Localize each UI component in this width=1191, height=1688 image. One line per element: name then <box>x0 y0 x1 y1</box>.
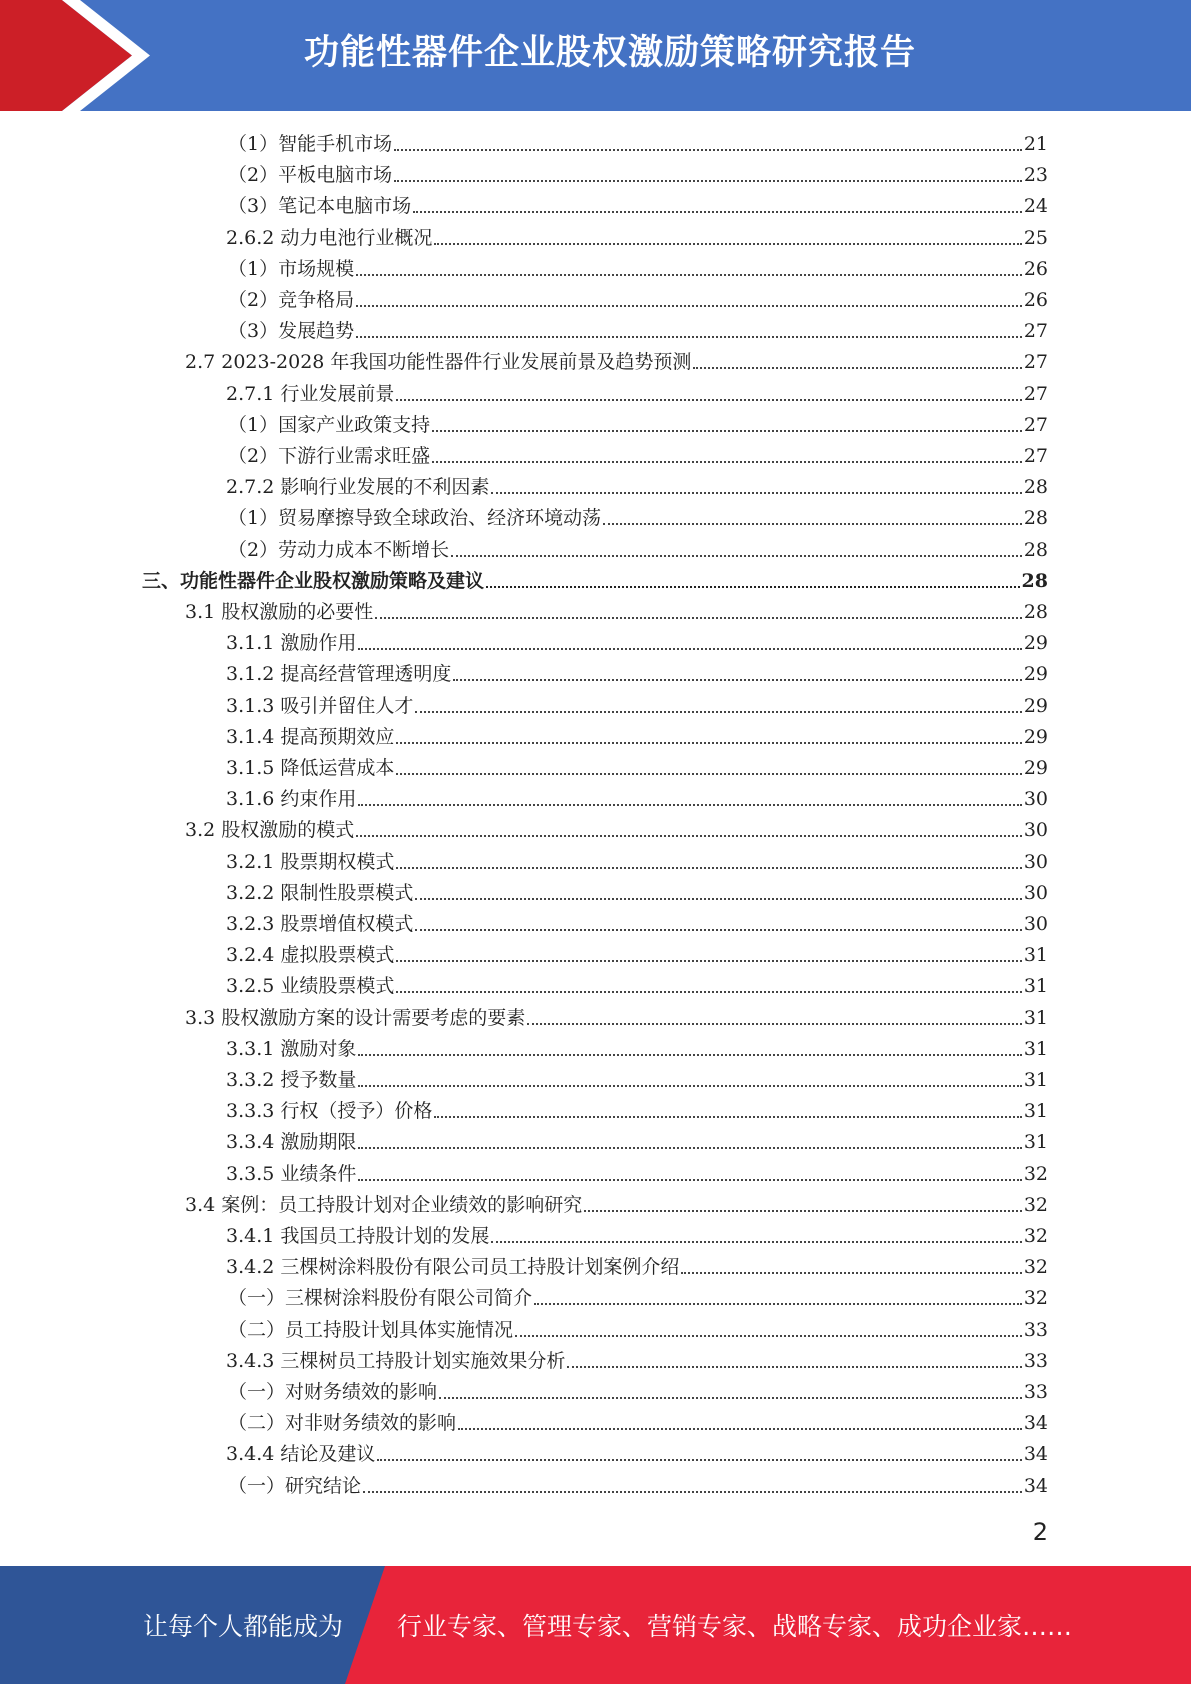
toc-entry-title: 3.3.5 业绩条件 <box>226 1162 357 1185</box>
toc-entry[interactable] <box>226 656 1048 687</box>
toc-entry-title: 3.2.3 股票增值权模式 <box>226 913 414 935</box>
toc-entry-page: 31 <box>1023 944 1048 967</box>
toc-dot-leader <box>396 742 1021 744</box>
toc-dot-leader <box>358 1179 1021 1181</box>
page-number: 2 <box>1032 1518 1048 1546</box>
toc-dot-leader <box>415 929 1021 931</box>
toc-entry[interactable] <box>185 594 1048 625</box>
toc-dot-leader <box>363 1491 1022 1493</box>
toc-entry-title: （1）市场规模 <box>228 257 355 280</box>
toc-entry[interactable] <box>226 376 1048 407</box>
toc-entry-page: 31 <box>1023 975 1048 998</box>
toc-entry-page: 29 <box>1023 663 1048 686</box>
toc-entry-title: 3.1 股权激励的必要性 <box>185 601 374 623</box>
toc-entry-page: 27 <box>1023 445 1048 467</box>
toc-entry[interactable] <box>226 469 1048 500</box>
toc-entry-title: 3.4.2 三棵树涂料股份有限公司员工持股计划案例介绍 <box>226 1256 680 1279</box>
toc-dot-leader <box>396 991 1021 993</box>
toc-entry-page: 29 <box>1023 725 1048 748</box>
toc-entry-title: 2.7.1 行业发展前景 <box>226 382 395 405</box>
toc-entry-page: 21 <box>1023 133 1048 155</box>
toc-dot-leader <box>453 679 1021 681</box>
toc-entry[interactable] <box>226 220 1048 251</box>
toc-dot-leader <box>396 960 1021 962</box>
toc-dot-leader <box>693 367 1021 369</box>
toc-entry[interactable] <box>226 1249 1048 1280</box>
toc-entry-page: 26 <box>1023 257 1048 280</box>
toc-entry[interactable] <box>228 126 1048 157</box>
toc-entry-page: 29 <box>1023 694 1048 717</box>
toc-dot-leader <box>394 149 1022 151</box>
toc-entry[interactable] <box>226 1218 1048 1249</box>
toc-entry-page: 28 <box>1021 569 1048 592</box>
toc-entry-title: 3.1.1 激励作用 <box>226 632 357 655</box>
page-footer-band <box>0 1566 1191 1684</box>
toc-entry-title: 2.6.2 动力电池行业概况 <box>226 226 433 249</box>
toc-entry[interactable] <box>226 750 1048 781</box>
toc-entry[interactable] <box>226 1124 1048 1155</box>
toc-entry-page: 30 <box>1023 913 1048 935</box>
toc-dot-leader <box>534 1303 1022 1305</box>
toc-entry-page: 30 <box>1023 881 1048 904</box>
toc-entry-page: 28 <box>1023 601 1048 623</box>
toc-entry-page: 34 <box>1023 1443 1048 1466</box>
toc-dot-leader <box>567 1366 1021 1368</box>
toc-dot-leader <box>356 835 1022 837</box>
toc-entry-title: 3.2.2 限制性股票模式 <box>226 881 414 904</box>
toc-entry-title: 3.1.3 吸引并留住人才 <box>226 694 414 717</box>
toc-entry[interactable] <box>228 1468 1048 1499</box>
toc-dot-leader <box>356 336 1022 338</box>
toc-entry-page: 32 <box>1023 1193 1048 1216</box>
toc-entry-title: （1）国家产业政策支持 <box>228 413 431 436</box>
toc-entry-page: 30 <box>1023 788 1048 811</box>
toc-entry-page: 29 <box>1023 757 1048 779</box>
toc-entry-page: 23 <box>1023 164 1048 187</box>
toc-dot-leader <box>584 1210 1022 1212</box>
toc-entry[interactable] <box>226 719 1048 750</box>
toc-entry-title: 3.1.6 约束作用 <box>226 788 357 811</box>
toc-entry-title: （二）员工持股计划具体实施情况 <box>228 1318 514 1341</box>
toc-entry-title: （一）三棵树涂料股份有限公司简介 <box>228 1287 533 1310</box>
toc-entry-page: 27 <box>1023 320 1048 343</box>
toc-entry[interactable] <box>228 1405 1048 1436</box>
toc-entry-title: 三、功能性器件企业股权激励策略及建议 <box>142 569 485 592</box>
toc-entry-page: 25 <box>1023 226 1048 249</box>
toc-entry-page: 30 <box>1023 819 1048 842</box>
toc-dot-leader <box>603 523 1022 525</box>
toc-entry-title: 3.2.5 业绩股票模式 <box>226 975 395 998</box>
toc-entry[interactable] <box>226 1031 1048 1062</box>
toc-entry[interactable] <box>142 563 1048 594</box>
toc-entry-title: 3.1.5 降低运营成本 <box>226 757 395 779</box>
toc-dot-leader <box>681 1272 1021 1274</box>
toc-entry-title: （二）对非财务绩效的影响 <box>228 1412 457 1435</box>
toc-dot-leader <box>375 617 1022 619</box>
toc-entry[interactable] <box>226 688 1048 719</box>
toc-entry-title: （3）发展趋势 <box>228 320 355 343</box>
toc-entry[interactable] <box>226 1093 1048 1124</box>
toc-entry-page: 31 <box>1023 1131 1048 1154</box>
toc-entry-title: 2.7.2 影响行业发展的不利因素 <box>226 476 490 499</box>
toc-entry-page: 32 <box>1023 1162 1048 1185</box>
toc-entry[interactable] <box>226 844 1048 875</box>
toc-dot-leader <box>439 1397 1022 1399</box>
toc-dot-leader <box>515 1335 1022 1337</box>
toc-entry[interactable] <box>228 1312 1048 1343</box>
toc-entry-page: 24 <box>1023 195 1048 218</box>
toc-entry[interactable] <box>228 188 1048 219</box>
toc-entry-title: （一）研究结论 <box>228 1474 362 1497</box>
toc-entry[interactable] <box>226 1436 1048 1467</box>
toc-entry-title: 3.3.4 激励期限 <box>226 1131 357 1154</box>
toc-entry-page: 33 <box>1023 1381 1048 1403</box>
toc-entry[interactable] <box>185 812 1048 843</box>
toc-dot-leader <box>358 1054 1021 1056</box>
toc-entry-title: 3.4.3 三棵树员工持股计划实施效果分析 <box>226 1349 566 1372</box>
report-title: 功能性器件企业股权激励策略研究报告 <box>303 33 916 73</box>
toc-dot-leader <box>491 1241 1021 1243</box>
toc-entry-page: 29 <box>1023 632 1048 655</box>
toc-dot-leader <box>458 1428 1022 1430</box>
toc-entry-title: 3.4 案例：员工持股计划对企业绩效的影响研究 <box>185 1193 583 1216</box>
toc-entry[interactable] <box>226 1156 1048 1187</box>
toc-entry-title: 3.3.2 授予数量 <box>226 1069 357 1091</box>
toc-entry-page: 28 <box>1023 538 1048 561</box>
toc-entry[interactable] <box>228 157 1048 188</box>
toc-entry[interactable] <box>226 781 1048 812</box>
toc-entry[interactable] <box>226 937 1048 968</box>
footer-slogan-left: 让每个人都能成为 <box>143 1612 344 1641</box>
toc-entry-title: （2）下游行业需求旺盛 <box>228 445 431 467</box>
toc-entry-title: 3.2 股权激励的模式 <box>185 819 355 842</box>
footer-slogan-right: 行业专家、管理专家、营销专家、战略专家、成功企业家…… <box>397 1612 1073 1641</box>
toc-dot-leader <box>434 1116 1021 1118</box>
toc-dot-leader <box>432 461 1022 463</box>
toc-entry-page: 34 <box>1023 1474 1048 1497</box>
toc-entry[interactable] <box>228 313 1048 344</box>
toc-entry[interactable] <box>226 625 1048 656</box>
chevron-arrow-icon <box>0 0 160 111</box>
toc-dot-leader <box>358 1085 1021 1087</box>
toc-entry-title: 3.3.3 行权（授予）价格 <box>226 1100 433 1123</box>
toc-entry-page: 33 <box>1023 1318 1048 1341</box>
toc-dot-leader <box>415 898 1021 900</box>
toc-dot-leader <box>394 180 1022 182</box>
toc-entry-title: 3.1.4 提高预期效应 <box>226 725 395 748</box>
toc-entry-page: 27 <box>1023 351 1048 374</box>
toc-entry-page: 31 <box>1023 1006 1048 1029</box>
toc-entry[interactable] <box>228 282 1048 313</box>
toc-dot-leader <box>358 648 1021 650</box>
toc-dot-leader <box>396 399 1021 401</box>
toc-entry-page: 28 <box>1023 476 1048 499</box>
toc-entry[interactable] <box>185 1000 1048 1031</box>
toc-entry-page: 30 <box>1023 850 1048 873</box>
toc-entry[interactable] <box>226 906 1048 937</box>
toc-entry[interactable] <box>226 968 1048 999</box>
page-header-band <box>0 0 1191 111</box>
toc-dot-leader <box>356 274 1022 276</box>
toc-dot-leader <box>527 1023 1022 1025</box>
toc-entry-title: 3.3.1 激励对象 <box>226 1037 357 1060</box>
toc-entry-title: （2）竞争格局 <box>228 289 355 311</box>
toc-entry-page: 31 <box>1023 1069 1048 1091</box>
toc-entry-page: 28 <box>1023 507 1048 530</box>
toc-entry[interactable] <box>226 875 1048 906</box>
toc-entry[interactable] <box>226 1343 1048 1374</box>
toc-entry[interactable] <box>228 532 1048 563</box>
toc-entry-title: 3.2.1 股票期权模式 <box>226 850 395 873</box>
toc-dot-leader <box>356 305 1022 307</box>
toc-entry-page: 32 <box>1023 1287 1048 1310</box>
toc-entry-title: 2.7 2023-2028 年我国功能性器件行业发展前景及趋势预测 <box>185 351 692 374</box>
toc-dot-leader <box>396 867 1021 869</box>
toc-entry[interactable] <box>228 407 1048 438</box>
toc-entry-page: 27 <box>1023 413 1048 436</box>
toc-dot-leader <box>432 430 1022 432</box>
toc-entry-title: （1）智能手机市场 <box>228 133 393 155</box>
toc-dot-leader <box>486 586 1020 588</box>
toc-dot-leader <box>413 211 1022 213</box>
toc-entry-page: 31 <box>1023 1100 1048 1123</box>
toc-dot-leader <box>434 243 1021 245</box>
toc-entry-title: （3）笔记本电脑市场 <box>228 195 412 218</box>
toc-entry[interactable] <box>228 438 1048 469</box>
toc-entry[interactable] <box>228 500 1048 531</box>
toc-entry-title: 3.4.4 结论及建议 <box>226 1443 376 1466</box>
toc-entry-page: 27 <box>1023 382 1048 405</box>
toc-entry[interactable] <box>228 1374 1048 1405</box>
toc-entry[interactable] <box>228 251 1048 282</box>
toc-entry-title: （2）劳动力成本不断增长 <box>228 538 450 561</box>
toc-entry-title: （1）贸易摩擦导致全球政治、经济环境动荡 <box>228 507 602 530</box>
toc-entry[interactable] <box>185 1187 1048 1218</box>
toc-entry-page: 31 <box>1023 1037 1048 1060</box>
toc-dot-leader <box>396 773 1021 775</box>
toc-dot-leader <box>358 1147 1021 1149</box>
toc-entry-page: 26 <box>1023 289 1048 311</box>
toc-entry-title: 3.4.1 我国员工持股计划的发展 <box>226 1225 490 1247</box>
toc-entry[interactable] <box>185 344 1048 375</box>
toc-dot-leader <box>358 804 1021 806</box>
toc-entry-page: 33 <box>1023 1349 1048 1372</box>
toc-entry-title: 3.3 股权激励方案的设计需要考虑的要素 <box>185 1006 526 1029</box>
toc-entry-title: （2）平板电脑市场 <box>228 164 393 187</box>
toc-dot-leader <box>415 711 1021 713</box>
toc-dot-leader <box>491 492 1021 494</box>
toc-dot-leader <box>377 1459 1021 1461</box>
toc-entry[interactable] <box>228 1280 1048 1311</box>
toc-entry-page: 32 <box>1023 1256 1048 1279</box>
toc-entry-title: （一）对财务绩效的影响 <box>228 1381 438 1403</box>
toc-dot-leader <box>451 555 1022 557</box>
toc-entry-title: 3.2.4 虚拟股票模式 <box>226 944 395 967</box>
toc-entry-page: 32 <box>1023 1225 1048 1247</box>
toc-entry-page: 34 <box>1023 1412 1048 1435</box>
toc-entry[interactable] <box>226 1062 1048 1093</box>
toc-entry-title: 3.1.2 提高经营管理透明度 <box>226 663 452 686</box>
